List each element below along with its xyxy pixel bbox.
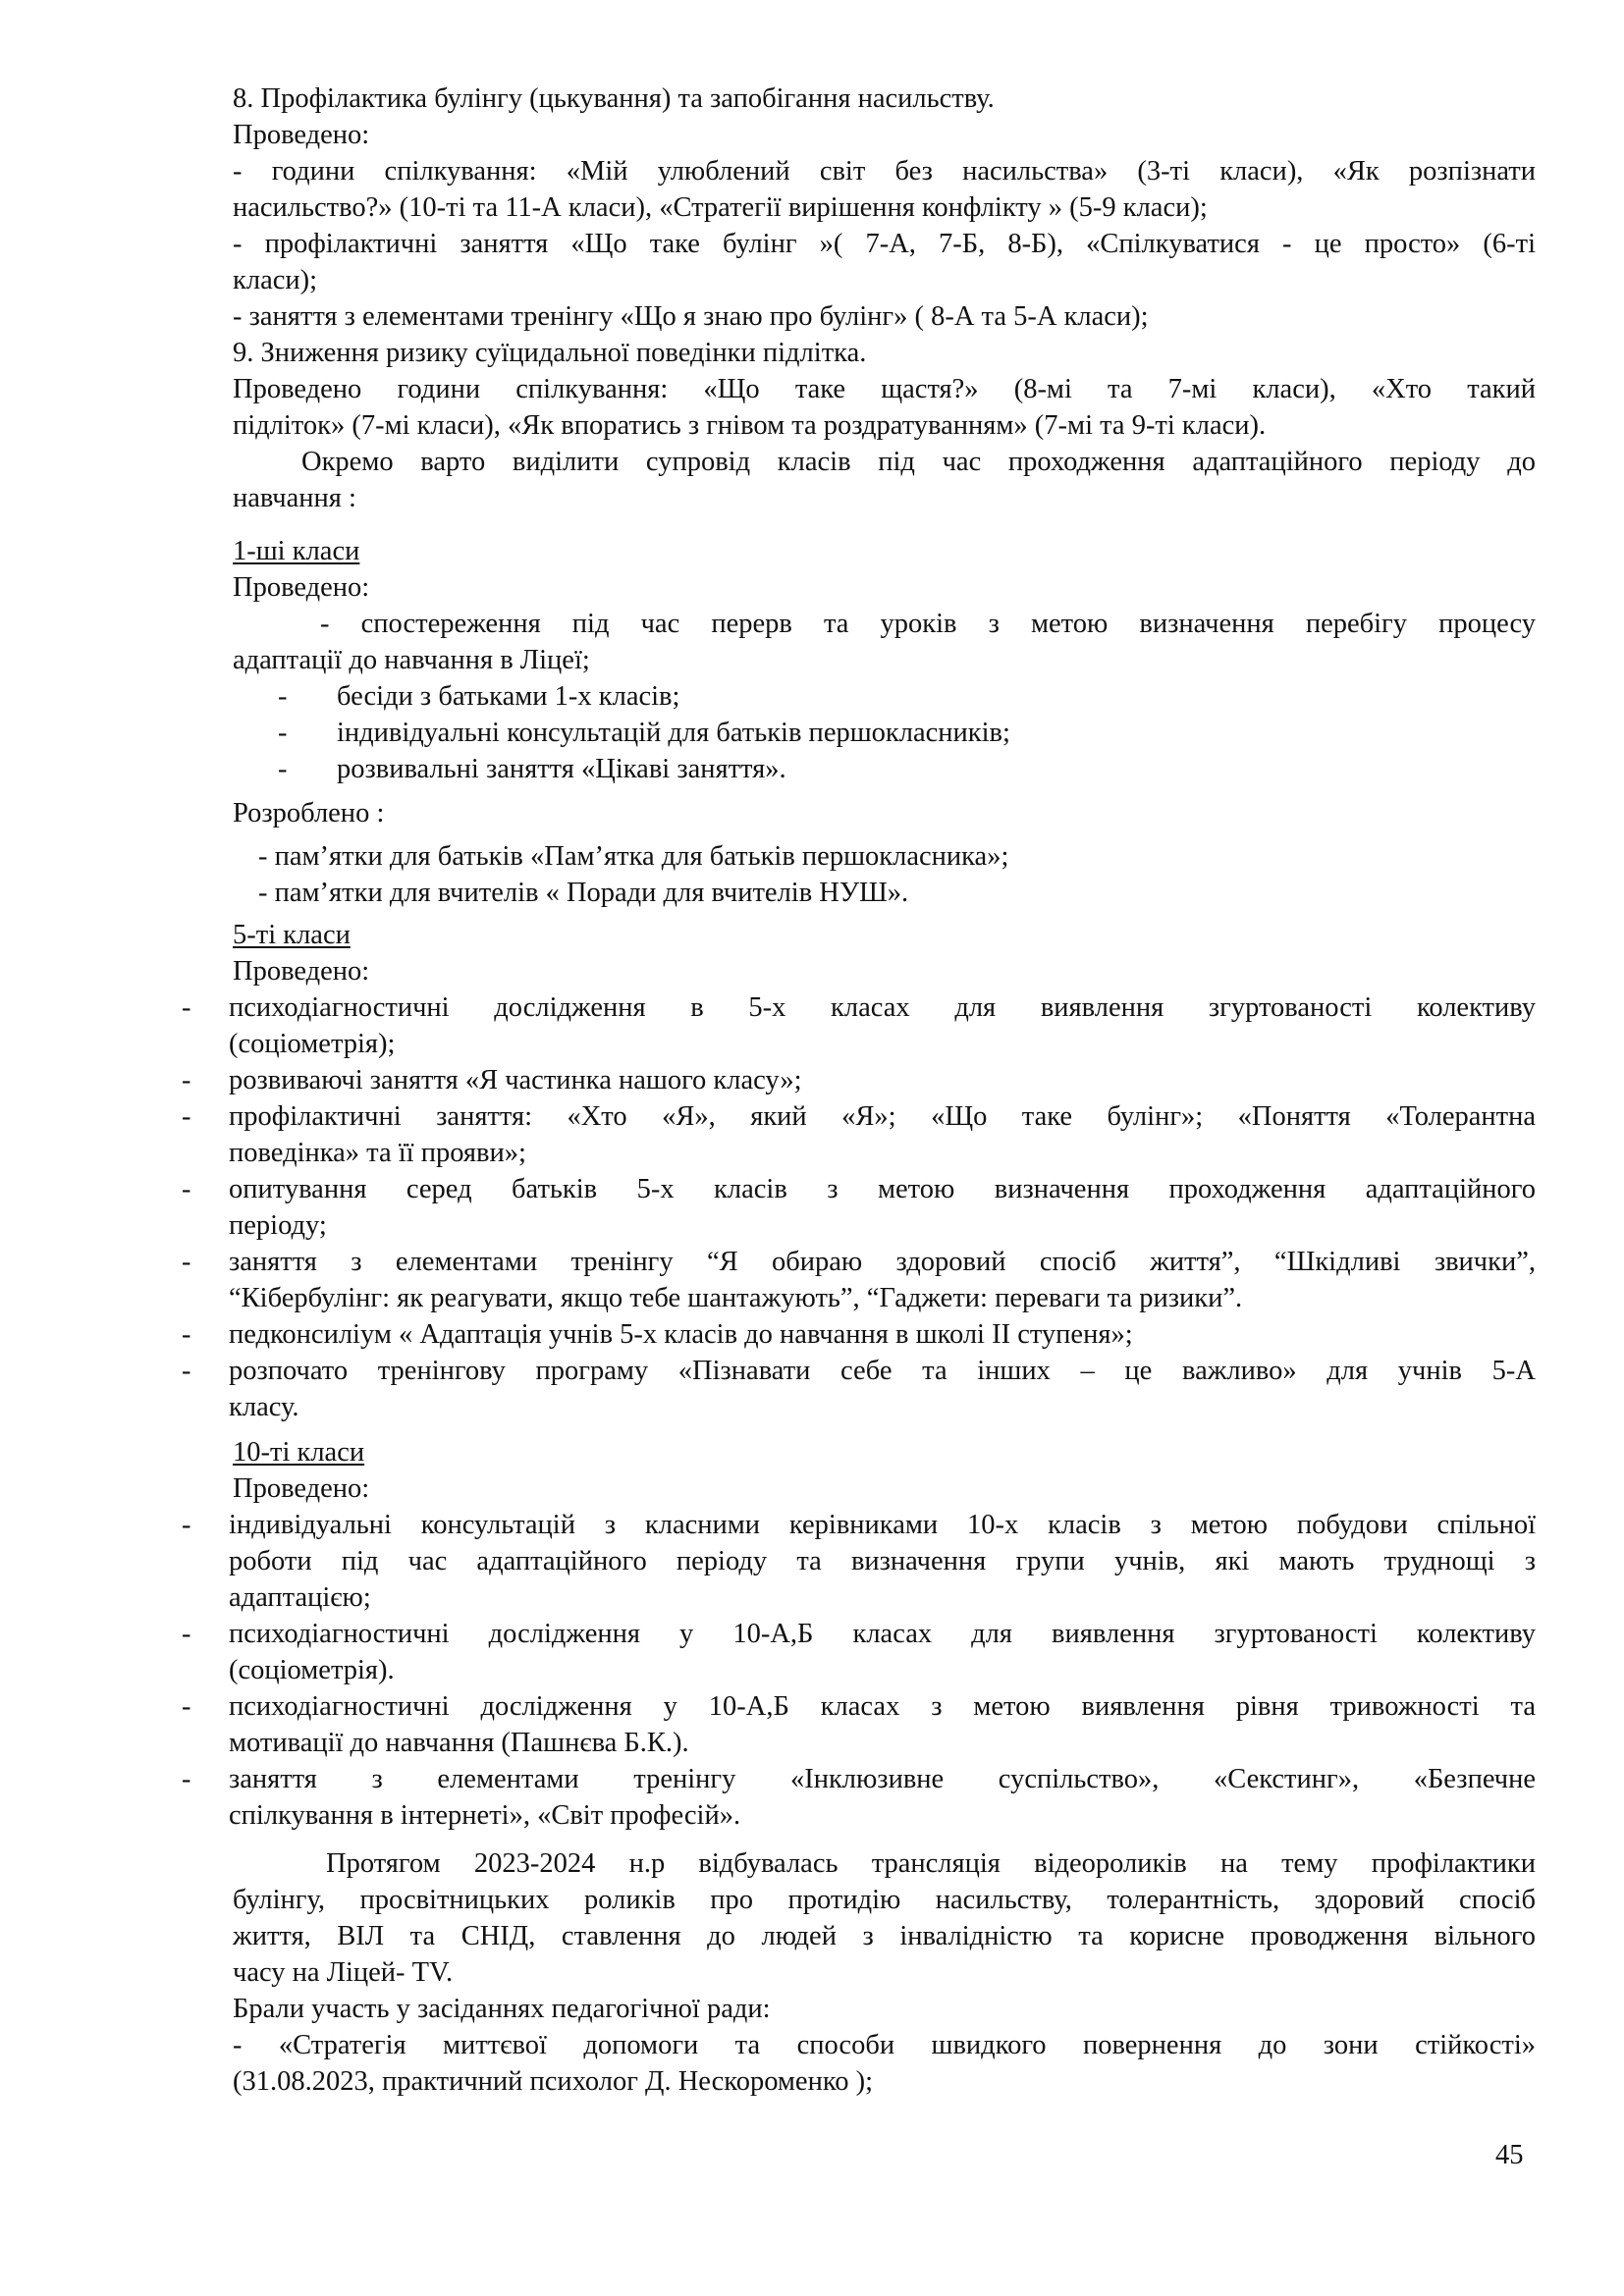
grade-10-heading: 10-ті класи [233, 1437, 365, 1468]
broadcast-line: життя, ВІЛ та СНІД, ставлення до людей з інвалідністю та корисне проводження вільного [233, 1921, 1536, 1951]
grade-10-item-cont: адаптацією; [229, 1582, 371, 1613]
section-8-line: насильство?» (10-ті та 11-А класи), «Стратегії вирішення конфлікту » (5-9 класи); [233, 192, 1208, 223]
section-8-done-label: Проведено: [233, 120, 370, 150]
grade-1-item: бесіди з батьками 1-х класів; [337, 681, 680, 712]
council-line: - «Стратегія миттєвої допомоги та способи швидкого повернення до зони стійкості» [233, 2030, 1536, 2060]
grade-1-item: індивідуальні консультацій для батьків першокласників; [337, 718, 1010, 748]
dash-bullet: - [182, 1319, 191, 1350]
grade-10-done-label: Проведено: [233, 1473, 370, 1504]
grade-5-item: педконсиліум « Адаптація учнів 5-х класів до навчання в школі ІІ ступеня»; [229, 1319, 1133, 1350]
dash-bullet: - [182, 1247, 191, 1277]
dash-bullet: - [182, 1356, 191, 1386]
dash-bullet: - [182, 1764, 191, 1794]
section-8-line: класи); [233, 265, 318, 295]
grade-5-item: профілактичні заняття: «Хто «Я», який «Я»; «Що таке булінг»; «Поняття «Толерантна [229, 1101, 1536, 1132]
section-9-line: підліток» (7-мі класи), «Як впоратись з гнівом та роздратуванням» (7-мі та 9-ті класи). [233, 410, 1267, 441]
grade-5-item: опитування серед батьків 5-х класів з метою визначення проходження адаптаційного [229, 1174, 1536, 1204]
grade-5-item-cont: поведінка» та її прояви»; [229, 1138, 526, 1168]
dash-bullet: - [182, 1691, 191, 1722]
dash-bullet: - [278, 718, 288, 748]
page-number: 45 [1495, 2140, 1524, 2170]
broadcast-line: часу на Ліцей- TV. [233, 1957, 454, 1988]
grade-5-item: психодіагностичні дослідження в 5-х класах для виявлення згуртованості колективу [229, 992, 1536, 1023]
dash-bullet: - [182, 1174, 191, 1204]
section-8-line: - заняття з елементами тренінгу «Що я знаю про булінг» ( 8-А та 5-А класи); [233, 301, 1149, 332]
dash-bullet: - [182, 992, 191, 1023]
grade-1-heading: 1-ші класи [233, 536, 360, 566]
section-9-title: 9. Зниження ризику суїцидальної поведінки підлітка. [233, 338, 867, 368]
dash-bullet: - [182, 1619, 191, 1649]
broadcast-line: булінгу, просвітницьких роликів про протидію насильству, толерантність, здоровий спосіб [233, 1885, 1536, 1915]
section-8-line: - години спілкування: «Мій улюблений світ без насильства» (3-ті класи), «Як розпізнати [233, 156, 1536, 187]
grade-1-developed-label: Розроблено : [233, 798, 385, 828]
adaptation-intro-line: навчання : [233, 483, 356, 513]
dash-bullet: - [182, 1101, 191, 1132]
section-9-line: Проведено години спілкування: «Що таке щастя?» (8-мі та 7-мі класи), «Хто такий [233, 374, 1536, 404]
grade-5-item: розпочато тренінгову програму «Пізнавати себе та інших – це важливо» для учнів 5-А [229, 1356, 1536, 1386]
grade-5-done-label: Проведено: [233, 956, 370, 987]
grade-1-item: - спостереження під час перерв та уроків з метою визначення перебігу процесу [320, 609, 1536, 639]
grade-5-item: заняття з елементами тренінгу “Я обираю здоровий спосіб життя”, “Шкідливі звички”, [229, 1247, 1536, 1277]
dash-bullet: - [278, 754, 288, 784]
grade-5-item: розвиваючі заняття «Я частинка нашого класу»; [229, 1065, 802, 1095]
grade-1-done-label: Проведено: [233, 572, 370, 603]
grade-5-item-cont: класу. [229, 1392, 299, 1422]
grade-10-item: заняття з елементами тренінгу «Інклюзивне суспільство», «Секстинг», «Безпечне [229, 1764, 1536, 1794]
grade-10-item: індивідуальні консультацій з класними керівниками 10-х класів з метою побудови спільної [229, 1510, 1536, 1540]
grade-1-item: розвивальні заняття «Цікаві заняття». [337, 754, 786, 784]
broadcast-line: Протягом 2023-2024 н.р відбувалась трансляція відеороликів на тему профілактики [326, 1848, 1536, 1879]
grade-10-item: психодіагностичні дослідження у 10-А,Б класах з метою виявлення рівня тривожності та [229, 1691, 1536, 1722]
section-8-line: - профілактичні заняття «Що таке булінг »( 7-А, 7-Б, 8-Б), «Спілкуватися - це просто» (6-ті [233, 229, 1536, 259]
adaptation-intro-line: Окремо варто виділити супровід класів під час проходження адаптаційного періоду до [301, 447, 1536, 477]
section-8-title: 8. Профілактика булінгу (цькування) та запобігання насильству. [233, 83, 995, 114]
grade-10-item-cont: мотивації до навчання (Пашнєва Б.К.). [229, 1728, 689, 1758]
grade-1-developed-item: - пам’ятки для батьків «Пам’ятка для батьків першокласника»; [258, 841, 1009, 872]
dash-bullet: - [278, 681, 288, 712]
grade-5-item-cont: (соціометрія); [229, 1029, 396, 1059]
grade-10-item-cont: (соціометрія). [229, 1655, 395, 1685]
dash-bullet: - [182, 1065, 191, 1095]
grade-1-item: адаптації до навчання в Ліцеї; [233, 645, 590, 675]
grade-1-developed-item: - пам’ятки для вчителів « Поради для вчителів НУШ». [258, 878, 909, 908]
dash-bullet: - [182, 1510, 191, 1540]
grade-10-item: психодіагностичні дослідження у 10-А,Б класах для виявлення згуртованості колективу [229, 1619, 1536, 1649]
council-line: (31.08.2023, практичний психолог Д. Нескороменко ); [233, 2066, 874, 2097]
grade-5-heading: 5-ті класи [233, 920, 351, 950]
grade-10-item-cont: спілкування в інтернеті», «Світ професій». [229, 1800, 741, 1831]
grade-5-item-cont: періоду; [229, 1210, 327, 1241]
grade-5-item-cont: “Кібербулінг: як реагувати, якщо тебе шантажують”, “Гаджети: переваги та ризики”. [229, 1283, 1243, 1313]
council-title: Брали участь у засіданнях педагогічної ради: [233, 1994, 771, 2024]
grade-10-item-cont: роботи під час адаптаційного періоду та визначення групи учнів, які мають труднощі з [229, 1546, 1536, 1576]
